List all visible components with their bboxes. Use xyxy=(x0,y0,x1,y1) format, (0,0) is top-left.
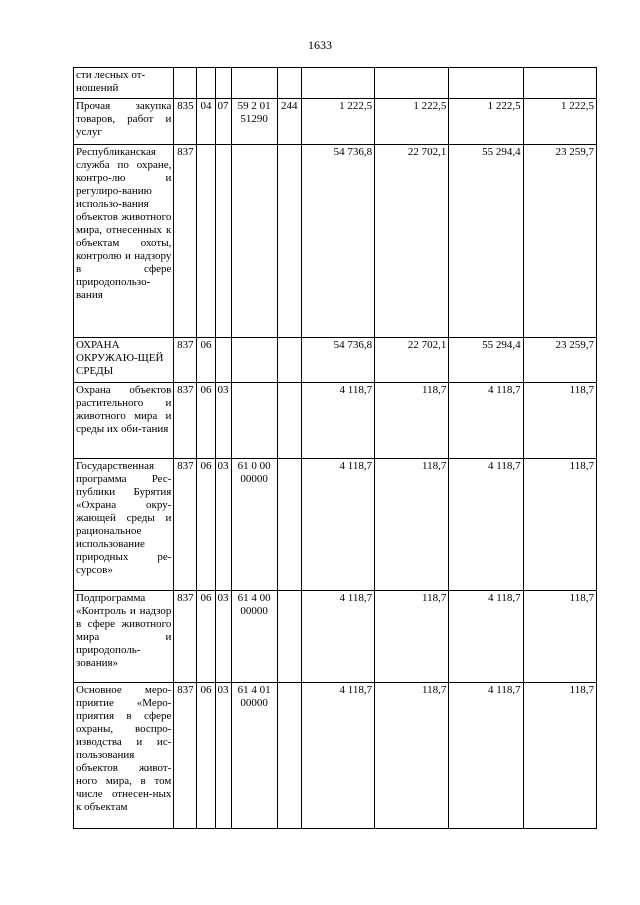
row-name: сти лесных от- ношений xyxy=(74,68,174,99)
row-expense-type: 244 xyxy=(277,99,301,145)
row-name: Основное меро-приятие «Меро-приятия в сфере охраны, воспро-изводства и ис-пользования объектов живот-ного мира, в том числе отнесен-ных к объектам xyxy=(74,683,174,829)
row-subsection-code: 03 xyxy=(215,591,231,683)
row-admin-code: 837 xyxy=(174,591,197,683)
row-value-3 xyxy=(449,68,523,99)
row-value-3: 4 118,7 xyxy=(449,383,523,459)
row-value-1: 4 118,7 xyxy=(301,383,374,459)
row-admin-code: 837 xyxy=(174,145,197,338)
row-value-2 xyxy=(375,68,449,99)
row-admin-code: 835 xyxy=(174,99,197,145)
row-target-code xyxy=(231,338,277,383)
row-section-code xyxy=(197,68,215,99)
row-target-code xyxy=(231,68,277,99)
row-expense-type xyxy=(277,383,301,459)
row-name: Государственная программа Рес-публики Бурятия «Охрана окру-жающей среды и рациональное использование природных ре-сурсов» xyxy=(74,459,174,591)
table-row xyxy=(74,338,597,383)
row-value-1: 4 118,7 xyxy=(301,591,374,683)
row-value-2: 22 702,1 xyxy=(375,338,449,383)
budget-table xyxy=(73,67,597,829)
row-target-code: 59 2 01 51290 xyxy=(231,99,277,145)
row-admin-code: 837 xyxy=(174,338,197,383)
row-value-1: 4 118,7 xyxy=(301,459,374,591)
row-value-2: 118,7 xyxy=(375,591,449,683)
row-value-2: 118,7 xyxy=(375,683,449,829)
row-value-4: 118,7 xyxy=(523,591,596,683)
row-value-3: 55 294,4 xyxy=(449,145,523,338)
row-value-2: 22 702,1 xyxy=(375,145,449,338)
row-value-3: 4 118,7 xyxy=(449,591,523,683)
row-expense-type xyxy=(277,459,301,591)
row-subsection-code: 03 xyxy=(215,459,231,591)
table-row xyxy=(74,99,597,145)
table-row xyxy=(74,683,597,829)
row-section-code: 06 xyxy=(197,683,215,829)
row-name: Республиканская служба по охране, контро-лю и регулиро-ванию использо-вания объектов животного мира, отнесенных к объектам охоты, контролю и надзору в сфере природопользо-вания xyxy=(74,145,174,338)
row-section-code: 06 xyxy=(197,591,215,683)
row-section-code: 06 xyxy=(197,459,215,591)
row-section-code: 06 xyxy=(197,338,215,383)
row-value-2: 118,7 xyxy=(375,383,449,459)
row-subsection-code: 03 xyxy=(215,383,231,459)
row-value-4: 23 259,7 xyxy=(523,338,596,383)
row-name: Прочая закупка товаров, работ и услуг xyxy=(74,99,174,145)
row-section-code xyxy=(197,145,215,338)
row-section-code: 04 xyxy=(197,99,215,145)
table-row xyxy=(74,383,597,459)
row-admin-code xyxy=(174,68,197,99)
row-name: Охрана объектов растительного и животного мира и среды их оби-тания xyxy=(74,383,174,459)
table-row xyxy=(74,591,597,683)
row-target-code: 61 0 00 00000 xyxy=(231,459,277,591)
row-value-1: 54 736,8 xyxy=(301,338,374,383)
page-number: 1633 xyxy=(308,38,332,52)
row-expense-type xyxy=(277,145,301,338)
row-value-2: 118,7 xyxy=(375,459,449,591)
row-value-3: 4 118,7 xyxy=(449,459,523,591)
row-subsection-code: 03 xyxy=(215,683,231,829)
row-name: Подпрограмма «Контроль и надзор в сфере животного мира и природополь-зования» xyxy=(74,591,174,683)
table-row xyxy=(74,68,597,99)
table-body xyxy=(74,68,597,829)
row-section-code: 06 xyxy=(197,383,215,459)
row-value-1 xyxy=(301,68,374,99)
table-row xyxy=(74,145,597,338)
row-subsection-code xyxy=(215,338,231,383)
row-subsection-code xyxy=(215,145,231,338)
row-admin-code: 837 xyxy=(174,683,197,829)
row-target-code: 61 4 01 00000 xyxy=(231,683,277,829)
row-expense-type xyxy=(277,683,301,829)
row-value-4: 23 259,7 xyxy=(523,145,596,338)
row-value-3: 4 118,7 xyxy=(449,683,523,829)
row-value-4: 118,7 xyxy=(523,683,596,829)
row-expense-type xyxy=(277,68,301,99)
row-expense-type xyxy=(277,591,301,683)
row-value-2: 1 222,5 xyxy=(375,99,449,145)
table-row xyxy=(74,459,597,591)
row-subsection-code: 07 xyxy=(215,99,231,145)
row-target-code xyxy=(231,145,277,338)
row-value-4: 118,7 xyxy=(523,383,596,459)
row-subsection-code xyxy=(215,68,231,99)
row-target-code xyxy=(231,383,277,459)
row-expense-type xyxy=(277,338,301,383)
row-value-1: 54 736,8 xyxy=(301,145,374,338)
row-value-4: 118,7 xyxy=(523,459,596,591)
row-value-3: 55 294,4 xyxy=(449,338,523,383)
row-value-1: 4 118,7 xyxy=(301,683,374,829)
row-admin-code: 837 xyxy=(174,459,197,591)
row-target-code: 61 4 00 00000 xyxy=(231,591,277,683)
row-value-4: 1 222,5 xyxy=(523,99,596,145)
row-value-3: 1 222,5 xyxy=(449,99,523,145)
row-value-1: 1 222,5 xyxy=(301,99,374,145)
row-name: ОХРАНА ОКРУЖАЮ-ЩЕЙ СРЕДЫ xyxy=(74,338,174,383)
row-admin-code: 837 xyxy=(174,383,197,459)
row-value-4 xyxy=(523,68,596,99)
